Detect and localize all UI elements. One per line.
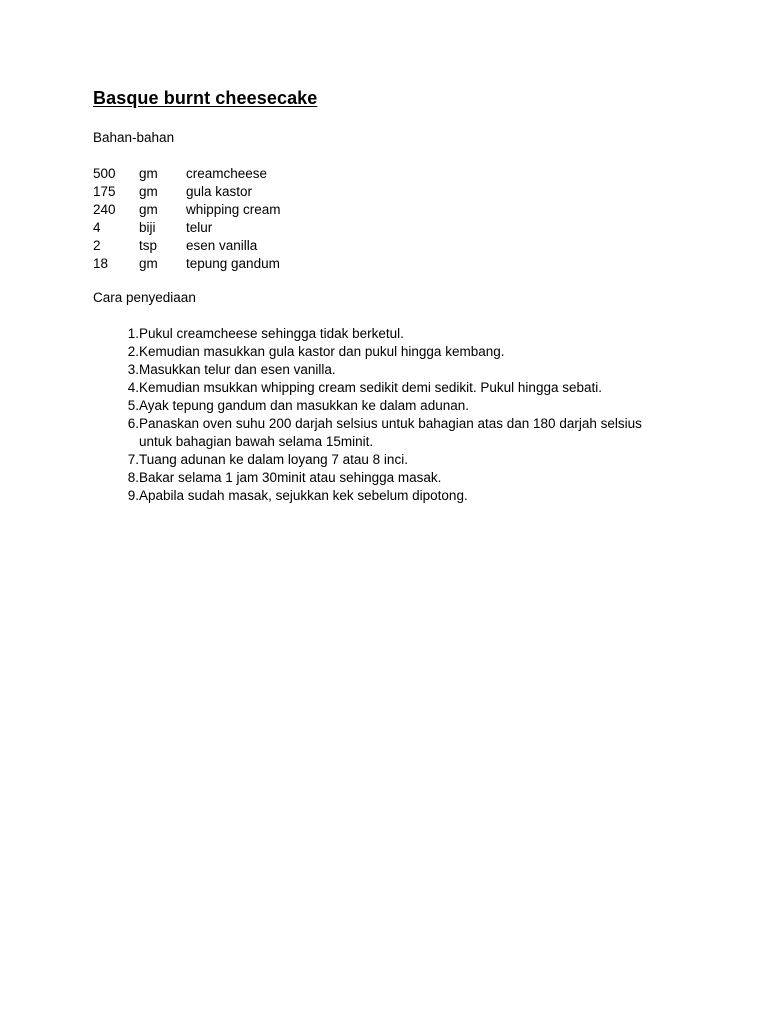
step-line: Bakar selama 1 jam 30minit atau sehingga masak. — [139, 470, 442, 485]
step-text — [139, 397, 693, 415]
ingredient-row — [93, 201, 281, 219]
ingredient-row — [93, 237, 281, 255]
step-line: Kemudian masukkan gula kastor dan pukul hingga kembang. — [139, 344, 505, 359]
document-title: Basque burnt cheesecake — [93, 88, 318, 108]
ingredient-unit: gm — [139, 184, 158, 199]
step-line: Masukkan telur dan esen vanilla. — [139, 362, 336, 377]
ingredient-qty: 240 — [93, 202, 116, 217]
step-number: 5. — [127, 398, 139, 413]
ingredient-unit: tsp — [139, 238, 158, 253]
steps-heading: Cara penyediaan — [93, 290, 196, 305]
ingredient-unit: gm — [139, 256, 158, 271]
ingredient-name: esen vanilla — [186, 238, 258, 253]
step-line: Tuang adunan ke dalam loyang 7 atau 8 inci. — [139, 452, 408, 467]
step-line: Apabila sudah masak, sejukkan kek sebelum dipotong. — [139, 488, 468, 503]
step-text — [139, 379, 693, 397]
ingredient-name: tepung gandum — [186, 256, 280, 271]
step-number: 8. — [127, 470, 139, 485]
step-text — [139, 343, 693, 361]
ingredient-qty: 2 — [93, 238, 101, 253]
ingredient-row — [93, 183, 281, 201]
ingredient-name: whipping cream — [186, 202, 281, 217]
step-item — [93, 415, 693, 451]
step-line: untuk bahagian bawah selama 15minit. — [139, 434, 374, 449]
step-number: 7. — [127, 452, 139, 467]
ingredient-qty: 175 — [93, 184, 116, 199]
step-line: Kemudian msukkan whipping cream sedikit demi sedikit. Pukul hingga sebati. — [139, 380, 602, 395]
step-text — [139, 361, 693, 379]
step-line: Pukul creamcheese sehingga tidak berketul. — [139, 326, 404, 341]
step-item — [93, 343, 693, 361]
step-item — [93, 397, 693, 415]
ingredient-name: gula kastor — [186, 184, 253, 199]
step-item — [93, 379, 693, 397]
ingredients-list — [93, 165, 281, 273]
step-number: 4. — [127, 380, 139, 395]
ingredient-unit: gm — [139, 202, 158, 217]
steps-list — [93, 325, 693, 505]
step-item — [93, 325, 693, 343]
step-text — [139, 415, 693, 451]
ingredient-qty: 18 — [93, 256, 109, 271]
step-line: Panaskan oven suhu 200 darjah selsius untuk bahagian atas dan 180 darjah selsius — [139, 416, 642, 431]
step-number: 1. — [127, 326, 139, 341]
ingredients-heading: Bahan-bahan — [93, 130, 175, 145]
step-number: 9. — [127, 488, 139, 503]
ingredient-name: telur — [186, 220, 213, 235]
ingredient-row — [93, 165, 281, 183]
step-number: 3. — [127, 362, 139, 377]
step-item — [93, 361, 693, 379]
step-text — [139, 325, 693, 343]
step-item — [93, 487, 693, 505]
step-number: 6. — [127, 416, 139, 431]
ingredient-unit: gm — [139, 166, 158, 181]
ingredient-qty: 500 — [93, 166, 116, 181]
step-text — [139, 451, 693, 469]
ingredient-row — [93, 255, 281, 273]
step-number: 2. — [127, 344, 139, 359]
ingredient-unit: biji — [139, 220, 156, 235]
step-text — [139, 487, 693, 505]
step-line: Ayak tepung gandum dan masukkan ke dalam adunan. — [139, 398, 469, 413]
ingredient-name: creamcheese — [186, 166, 268, 181]
step-text — [139, 469, 693, 487]
step-item — [93, 469, 693, 487]
step-item — [93, 451, 693, 469]
ingredient-row — [93, 219, 281, 237]
ingredient-qty: 4 — [93, 220, 101, 235]
